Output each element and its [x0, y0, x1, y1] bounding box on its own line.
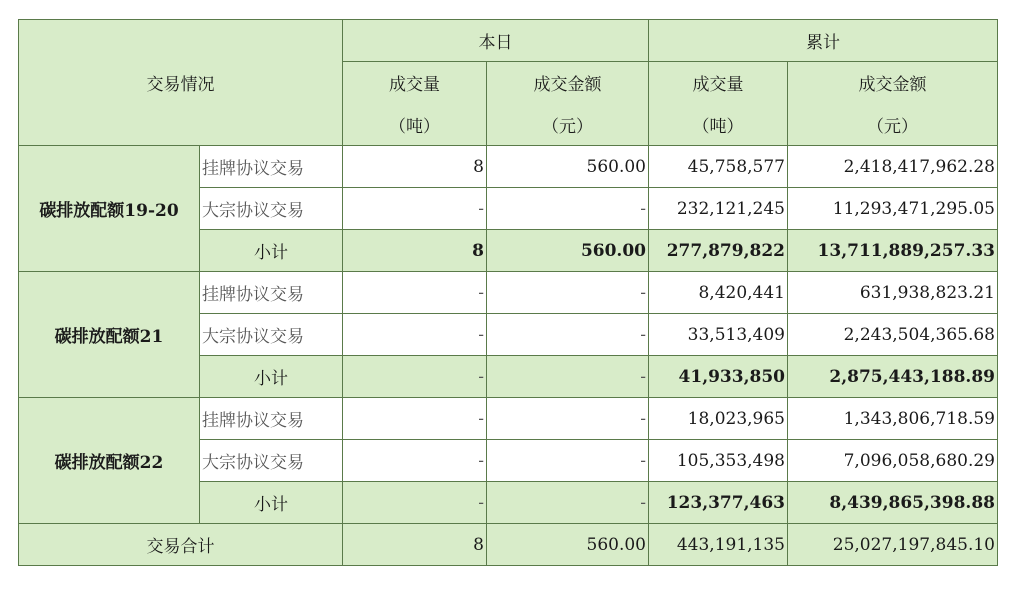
today-amount-header: 成交金额 [487, 62, 649, 104]
cum-amount: 11,293,471,295.05 [788, 188, 998, 230]
cum-volume: 45,758,577 [649, 146, 788, 188]
today-header: 本日 [343, 20, 649, 62]
trade-type: 挂牌协议交易 [200, 272, 343, 314]
header-row-1 [19, 20, 998, 62]
trade-type: 挂牌协议交易 [200, 146, 343, 188]
cum-amount: 7,096,058,680.29 [788, 440, 998, 482]
group-name: 碳排放配额19-20 [19, 146, 200, 272]
trade-type: 大宗协议交易 [200, 188, 343, 230]
table-row [19, 146, 998, 188]
table-row [19, 272, 998, 314]
cum-volume: 232,121,245 [649, 188, 788, 230]
total-today-amount: 560.00 [487, 524, 649, 566]
today-amount-unit: （元） [487, 104, 649, 146]
today-volume: - [343, 188, 487, 230]
trade-type: 大宗协议交易 [200, 314, 343, 356]
today-amount: 560.00 [487, 230, 649, 272]
cum-volume: 105,353,498 [649, 440, 788, 482]
today-volume: - [343, 398, 487, 440]
total-cum-volume: 443,191,135 [649, 524, 788, 566]
today-amount: - [487, 356, 649, 398]
cum-amount: 631,938,823.21 [788, 272, 998, 314]
today-volume: - [343, 356, 487, 398]
subtotal-label: 小计 [200, 356, 343, 398]
cum-volume: 33,513,409 [649, 314, 788, 356]
cum-volume-header: 成交量 [649, 62, 788, 104]
group-name: 碳排放配额21 [19, 272, 200, 398]
trade-type: 挂牌协议交易 [200, 398, 343, 440]
cum-amount: 8,439,865,398.88 [788, 482, 998, 524]
total-label: 交易合计 [19, 524, 343, 566]
today-amount: - [487, 440, 649, 482]
cum-volume: 123,377,463 [649, 482, 788, 524]
trade-summary-table [18, 19, 998, 566]
total-cum-amount: 25,027,197,845.10 [788, 524, 998, 566]
today-amount: - [487, 314, 649, 356]
cum-volume: 8,420,441 [649, 272, 788, 314]
cum-volume-unit: （吨） [649, 104, 788, 146]
subtotal-label: 小计 [200, 482, 343, 524]
today-volume-header: 成交量 [343, 62, 487, 104]
cum-amount: 2,418,417,962.28 [788, 146, 998, 188]
cum-amount: 2,243,504,365.68 [788, 314, 998, 356]
today-amount: - [487, 188, 649, 230]
today-amount: 560.00 [487, 146, 649, 188]
today-volume-unit: （吨） [343, 104, 487, 146]
today-volume: - [343, 314, 487, 356]
cum-amount: 2,875,443,188.89 [788, 356, 998, 398]
cum-amount: 13,711,889,257.33 [788, 230, 998, 272]
cumulative-header: 累计 [649, 20, 998, 62]
today-amount: - [487, 272, 649, 314]
group-name: 碳排放配额22 [19, 398, 200, 524]
subtotal-label: 小计 [200, 230, 343, 272]
today-amount: - [487, 398, 649, 440]
total-row [19, 524, 998, 566]
trade-situation-header: 交易情况 [19, 20, 343, 146]
cum-amount: 1,343,806,718.59 [788, 398, 998, 440]
today-volume: - [343, 272, 487, 314]
today-volume: 8 [343, 146, 487, 188]
total-today-volume: 8 [343, 524, 487, 566]
cum-amount-unit: （元） [788, 104, 998, 146]
today-amount: - [487, 482, 649, 524]
today-volume: 8 [343, 230, 487, 272]
cum-volume: 18,023,965 [649, 398, 788, 440]
trade-type: 大宗协议交易 [200, 440, 343, 482]
cum-amount-header: 成交金额 [788, 62, 998, 104]
cum-volume: 277,879,822 [649, 230, 788, 272]
today-volume: - [343, 482, 487, 524]
today-volume: - [343, 440, 487, 482]
table-row [19, 398, 998, 440]
cum-volume: 41,933,850 [649, 356, 788, 398]
